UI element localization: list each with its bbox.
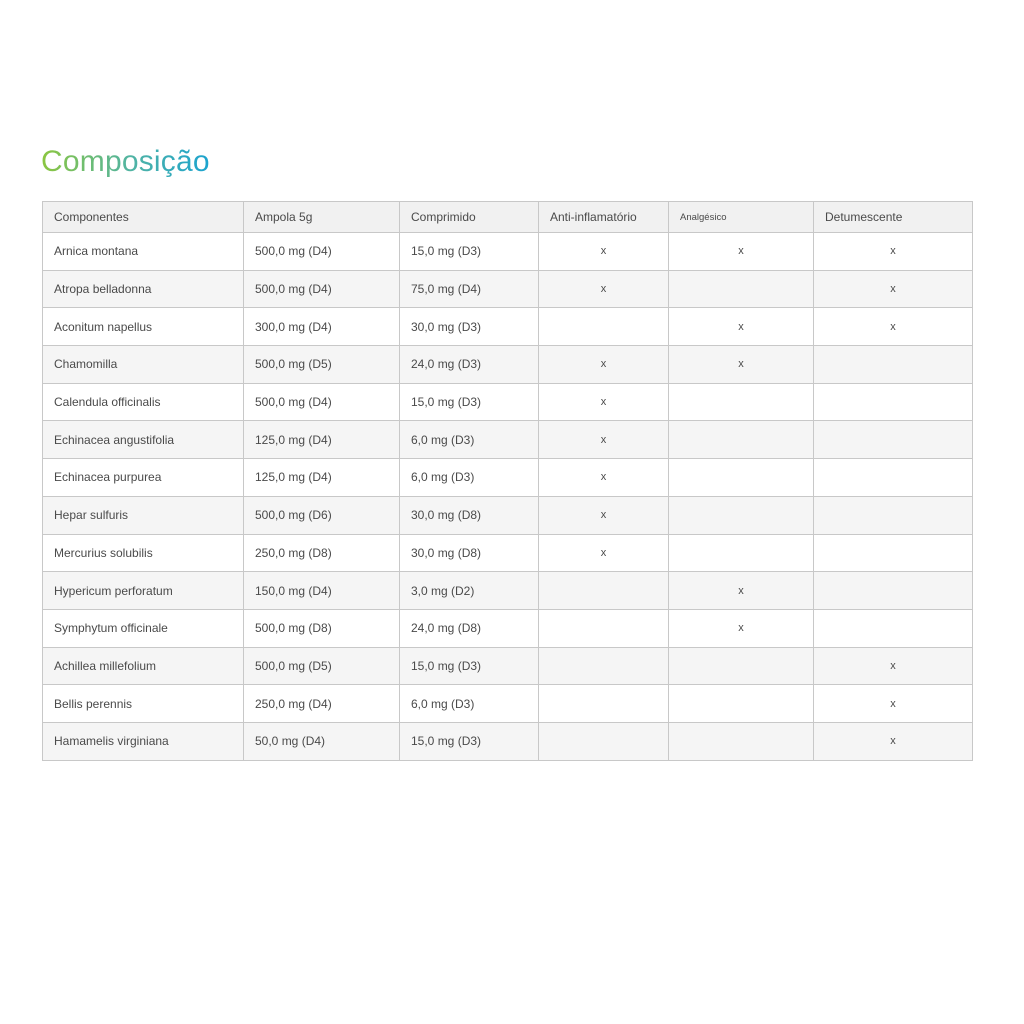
table-row — [43, 609, 973, 647]
cell-componente: Calendula officinalis — [43, 383, 244, 421]
cell-analgesico — [669, 685, 814, 723]
cell-ampola: 300,0 mg (D4) — [244, 308, 400, 346]
cell-anti-inflamatorio — [539, 609, 669, 647]
cell-analgesico — [669, 459, 814, 497]
cell-componente: Achillea millefolium — [43, 647, 244, 685]
cell-analgesico — [669, 421, 814, 459]
cell-anti-inflamatorio: x — [539, 346, 669, 384]
cell-analgesico — [669, 534, 814, 572]
table-row — [43, 346, 973, 384]
cell-anti-inflamatorio: x — [539, 421, 669, 459]
cell-anti-inflamatorio: x — [539, 496, 669, 534]
cell-detumescente — [814, 534, 973, 572]
header-row — [43, 202, 973, 233]
cell-comprimido: 6,0 mg (D3) — [400, 421, 539, 459]
table-row — [43, 647, 973, 685]
cell-componente: Echinacea purpurea — [43, 459, 244, 497]
cell-detumescente — [814, 346, 973, 384]
cell-analgesico: x — [669, 346, 814, 384]
cell-detumescente: x — [814, 647, 973, 685]
cell-analgesico: x — [669, 233, 814, 271]
table-row — [43, 722, 973, 760]
cell-comprimido: 30,0 mg (D8) — [400, 534, 539, 572]
table-row — [43, 308, 973, 346]
cell-detumescente: x — [814, 308, 973, 346]
cell-ampola: 500,0 mg (D4) — [244, 233, 400, 271]
cell-analgesico: x — [669, 572, 814, 610]
cell-analgesico — [669, 383, 814, 421]
cell-componente: Chamomilla — [43, 346, 244, 384]
cell-detumescente — [814, 572, 973, 610]
cell-ampola: 500,0 mg (D4) — [244, 383, 400, 421]
cell-componente: Aconitum napellus — [43, 308, 244, 346]
cell-anti-inflamatorio — [539, 647, 669, 685]
cell-ampola: 500,0 mg (D5) — [244, 647, 400, 685]
cell-detumescente: x — [814, 233, 973, 271]
cell-anti-inflamatorio: x — [539, 270, 669, 308]
cell-anti-inflamatorio — [539, 308, 669, 346]
cell-analgesico: x — [669, 308, 814, 346]
cell-comprimido: 15,0 mg (D3) — [400, 383, 539, 421]
cell-anti-inflamatorio — [539, 685, 669, 723]
cell-ampola: 125,0 mg (D4) — [244, 459, 400, 497]
cell-analgesico — [669, 270, 814, 308]
cell-comprimido: 30,0 mg (D8) — [400, 496, 539, 534]
column-header-componentes: Componentes — [43, 202, 244, 233]
cell-componente: Hypericum perforatum — [43, 572, 244, 610]
cell-componente: Mercurius solubilis — [43, 534, 244, 572]
table-header — [43, 202, 973, 233]
table-row — [43, 685, 973, 723]
table-row — [43, 270, 973, 308]
cell-comprimido: 15,0 mg (D3) — [400, 647, 539, 685]
column-header-ampola: Ampola 5g — [244, 202, 400, 233]
table-row — [43, 496, 973, 534]
cell-comprimido: 75,0 mg (D4) — [400, 270, 539, 308]
column-header-comprimido: Comprimido — [400, 202, 539, 233]
cell-ampola: 250,0 mg (D8) — [244, 534, 400, 572]
cell-comprimido: 15,0 mg (D3) — [400, 722, 539, 760]
cell-analgesico — [669, 647, 814, 685]
cell-componente: Symphytum officinale — [43, 609, 244, 647]
cell-ampola: 150,0 mg (D4) — [244, 572, 400, 610]
cell-detumescente: x — [814, 685, 973, 723]
page-title: Composição — [41, 140, 210, 184]
table-row — [43, 572, 973, 610]
cell-componente: Hamamelis virginiana — [43, 722, 244, 760]
cell-comprimido: 6,0 mg (D3) — [400, 459, 539, 497]
cell-anti-inflamatorio: x — [539, 534, 669, 572]
column-header-anti-inflamatorio: Anti-inflamatório — [539, 202, 669, 233]
cell-ampola: 125,0 mg (D4) — [244, 421, 400, 459]
cell-detumescente — [814, 459, 973, 497]
cell-comprimido: 3,0 mg (D2) — [400, 572, 539, 610]
cell-componente: Bellis perennis — [43, 685, 244, 723]
table-row — [43, 459, 973, 497]
cell-anti-inflamatorio: x — [539, 233, 669, 271]
cell-componente: Echinacea angustifolia — [43, 421, 244, 459]
table-body — [43, 233, 973, 761]
cell-detumescente: x — [814, 722, 973, 760]
cell-anti-inflamatorio — [539, 572, 669, 610]
cell-anti-inflamatorio — [539, 722, 669, 760]
cell-ampola: 500,0 mg (D6) — [244, 496, 400, 534]
composition-table — [42, 201, 973, 761]
cell-comprimido: 24,0 mg (D8) — [400, 609, 539, 647]
cell-comprimido: 15,0 mg (D3) — [400, 233, 539, 271]
cell-comprimido: 24,0 mg (D3) — [400, 346, 539, 384]
column-header-detumescente: Detumescente — [814, 202, 973, 233]
table-row — [43, 383, 973, 421]
cell-ampola: 250,0 mg (D4) — [244, 685, 400, 723]
cell-componente: Arnica montana — [43, 233, 244, 271]
cell-analgesico: x — [669, 609, 814, 647]
cell-anti-inflamatorio: x — [539, 383, 669, 421]
cell-componente: Hepar sulfuris — [43, 496, 244, 534]
column-header-analgesico: Analgésico — [669, 202, 814, 233]
cell-comprimido: 6,0 mg (D3) — [400, 685, 539, 723]
cell-detumescente — [814, 609, 973, 647]
cell-anti-inflamatorio: x — [539, 459, 669, 497]
cell-detumescente — [814, 383, 973, 421]
table-row — [43, 534, 973, 572]
cell-detumescente: x — [814, 270, 973, 308]
table-row — [43, 233, 973, 271]
cell-detumescente — [814, 496, 973, 534]
cell-analgesico — [669, 722, 814, 760]
cell-detumescente — [814, 421, 973, 459]
cell-ampola: 50,0 mg (D4) — [244, 722, 400, 760]
cell-analgesico — [669, 496, 814, 534]
cell-ampola: 500,0 mg (D8) — [244, 609, 400, 647]
cell-comprimido: 30,0 mg (D3) — [400, 308, 539, 346]
cell-ampola: 500,0 mg (D5) — [244, 346, 400, 384]
cell-ampola: 500,0 mg (D4) — [244, 270, 400, 308]
cell-componente: Atropa belladonna — [43, 270, 244, 308]
table-row — [43, 421, 973, 459]
